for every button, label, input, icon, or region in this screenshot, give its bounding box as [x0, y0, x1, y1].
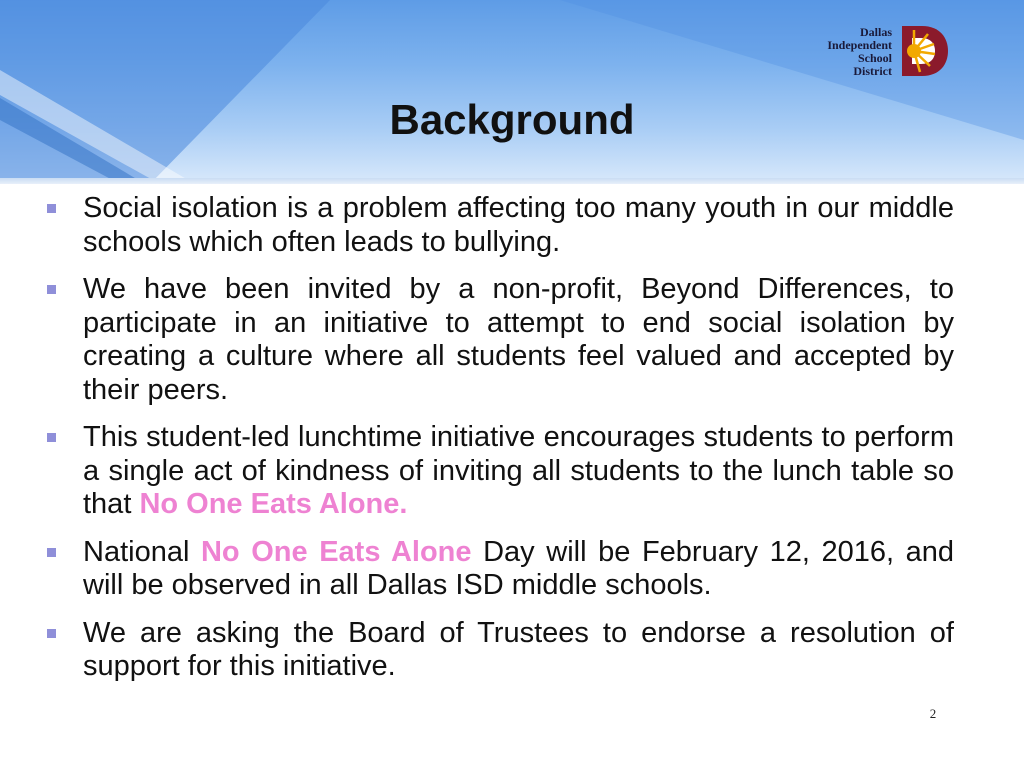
bullet-text: Day will be February 12, 2016, and will be observed in all Dallas ISD middle schools. [83, 535, 955, 601]
bullet-text: We have been invited by a non-profit, Beyond Differences, to participate in an initiative to attempt to end social isolation by creating a culture where all students feel valued and accepted by their peers. [83, 273, 954, 406]
bullet-item [40, 273, 954, 407]
slide-title: Background [389, 96, 635, 143]
logo-line-dallas: Dallas [859, 25, 892, 39]
header-divider [0, 178, 1024, 184]
square-bullet-icon [47, 285, 56, 294]
dallas-isd-logo [820, 24, 954, 80]
bullet-text: National [83, 535, 201, 568]
square-bullet-icon [47, 204, 56, 213]
bullet-list [40, 192, 954, 698]
highlight-campaign-name: No One Eats Alone [200, 535, 472, 568]
sunburst-d-icon [898, 24, 950, 78]
square-bullet-icon [47, 433, 56, 442]
bullet-text: We are asking the Board of Trustees to endorse a resolution of support for this initiative. [83, 616, 954, 682]
bullet-text: Social isolation is a problem affecting too many youth in our middle schools which often leads to bullying. [83, 192, 954, 258]
highlight-campaign-name: No One Eats Alone. [139, 488, 408, 520]
bullet-item [40, 617, 954, 684]
square-bullet-icon [47, 629, 56, 638]
logo-line-independent: Independent [827, 38, 892, 52]
square-bullet-icon [47, 548, 56, 557]
bullet-text: This student-led lunchtime initiative encourages students to perform a single act of kindness of inviting all students to the lunch table so that [83, 421, 954, 520]
logo-line-school: School [857, 51, 892, 65]
bullet-item [40, 421, 954, 522]
page-number: 2 [929, 706, 937, 721]
logo-line-district: District [853, 64, 892, 78]
logo-wordmark [820, 26, 892, 78]
bullet-item [40, 192, 954, 259]
bullet-item [40, 536, 954, 603]
